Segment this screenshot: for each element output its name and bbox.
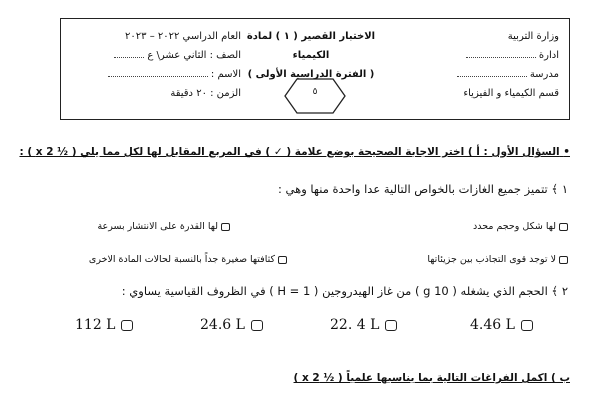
item2-option-1[interactable]: 4.46 L bbox=[470, 317, 533, 333]
question1-bullet: • bbox=[563, 146, 570, 158]
ministry-label: وزارة التربية bbox=[507, 31, 559, 42]
item2-option-3[interactable]: 24.6 L bbox=[200, 317, 263, 333]
hexagon-number: ٥ bbox=[312, 87, 318, 97]
name-label: الاسم : bbox=[210, 69, 241, 80]
term-label: ( الفترة الدراسية الأولى ) bbox=[247, 69, 375, 80]
item2-option-4[interactable]: 112 L bbox=[75, 317, 133, 333]
grade-hexagon bbox=[283, 77, 347, 115]
option-checkbox[interactable] bbox=[559, 256, 568, 264]
academic-year: العام الدراسي ٢٠٢٢ – ٢٠٢٣ bbox=[125, 31, 241, 42]
item2-option-2[interactable]: 22. 4 L bbox=[330, 317, 397, 333]
school-blank bbox=[457, 67, 527, 77]
option-checkbox[interactable] bbox=[278, 256, 287, 264]
exam-header bbox=[60, 18, 570, 120]
header-left-column bbox=[71, 27, 241, 103]
item1-text: ١ ﴾ تتميز جميع الغازات بالخواص التالية عدا واحدة منها وهي : bbox=[278, 182, 568, 196]
item2-text: ٢ ﴾ الحجم الذي يشغله ( 10 g ) من غاز الهيدروجين ( H = 1 ) في الظروف القياسية يساوي : bbox=[121, 284, 568, 298]
admin-label: ادارة bbox=[538, 50, 559, 61]
name-blank bbox=[108, 67, 208, 77]
item1-option-3[interactable]: لا توجد قوى التجاذب بين جزيئاتها bbox=[427, 254, 568, 265]
time-label: الزمن : ٢٠ دقيقة bbox=[170, 88, 241, 99]
header-middle-column bbox=[231, 27, 391, 84]
section-b-title: ب ) اكمل الفراغات التالية بما يناسبها علمياً ( ½ x 2 ) bbox=[293, 372, 570, 384]
option-checkbox[interactable] bbox=[251, 320, 263, 331]
question1-title bbox=[19, 146, 570, 158]
option-checkbox[interactable] bbox=[121, 320, 133, 331]
option-checkbox[interactable] bbox=[559, 223, 568, 231]
department-label: قسم الكيمياء و الفيزياء bbox=[463, 88, 559, 99]
grade-blank bbox=[114, 48, 144, 58]
school-label: مدرسة bbox=[529, 69, 559, 80]
question1-title-text: السؤال الأول : أ ) اختر الاجابة الصحيحة بوضع علامة ( ✓ ) في المربع المقابل لها لكل مما يلي ( ½ x 2 ) : bbox=[19, 146, 560, 158]
item1-option-4[interactable]: كثافتها صغيرة جداً بالنسبة لحالات المادة الاخرى bbox=[89, 254, 287, 265]
option-checkbox[interactable] bbox=[221, 223, 230, 231]
exam-title: الاختبار القصير ( ١ ) لمادة الكيمياء bbox=[246, 31, 376, 61]
admin-blank bbox=[466, 48, 536, 58]
item1-option-2[interactable]: لها القدرة على الانتشار بسرعة bbox=[97, 221, 230, 232]
grade-label: الصف : الثاني عشر\ ع bbox=[147, 50, 241, 61]
header-right-column bbox=[419, 27, 559, 103]
option-checkbox[interactable] bbox=[521, 320, 533, 331]
option-checkbox[interactable] bbox=[385, 320, 397, 331]
item1-option-1[interactable]: لها شكل وحجم محدد bbox=[473, 221, 568, 232]
